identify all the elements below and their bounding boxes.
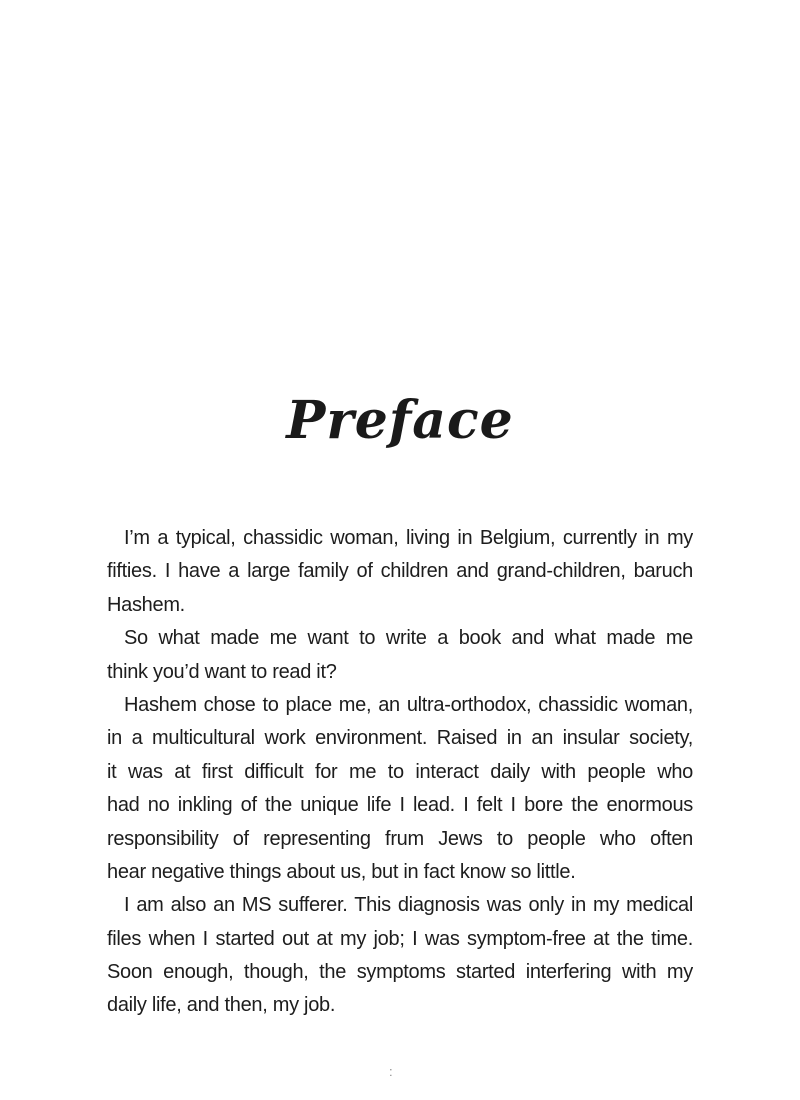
text-line: I’m a typical, chassidic woman, living in Belgium, currently in my <box>124 527 693 549</box>
text-line: So what made me want to write a book and what made me <box>124 627 693 650</box>
text-line: hear negative things about us, but in fact know so little. <box>107 860 576 883</box>
text-line: Hashem chose to place me, an ultra-orthodox, chassidic woman, <box>124 693 693 716</box>
text-line: daily life, and then, my job. <box>107 994 336 1017</box>
text-line: had no inkling of the unique life I lead. I felt I bore the enormous <box>107 794 693 817</box>
text-line: responsibility of representing frum Jews to people who often <box>107 827 693 850</box>
text-line: fifties. I have a large family of children and grand-children, baruch <box>107 560 693 583</box>
text-line: in a multicultural work environment. Raised in an insular society, <box>107 727 693 750</box>
text-line: it was at first difficult for me to interact daily with people who <box>107 760 693 783</box>
text-line: Soon enough, though, the symptoms started interfering with my <box>107 961 693 984</box>
text-line: think you’d want to read it? <box>107 660 337 683</box>
body-text <box>107 522 693 1023</box>
text-line: files when I started out at my job; I was symptom-free at the time. <box>107 927 693 950</box>
footer-mark: : <box>388 1064 394 1079</box>
preface-title: Preface <box>286 390 514 451</box>
text-line: Hashem. <box>107 593 185 616</box>
text-line: I am also an MS sufferer. This diagnosis was only in my medical <box>124 894 693 917</box>
